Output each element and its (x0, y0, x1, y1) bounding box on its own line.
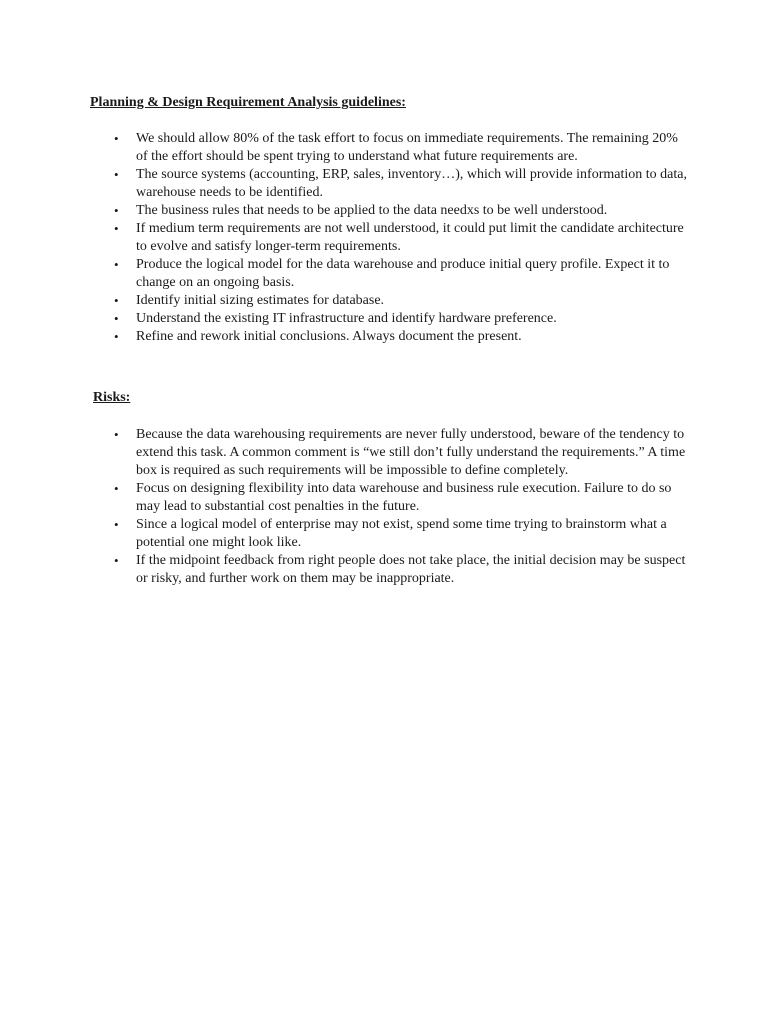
list-item (90, 552, 690, 588)
list-item (90, 220, 690, 256)
list-item (90, 256, 690, 292)
list-item (90, 166, 690, 202)
bullet-icon: • (114, 221, 119, 236)
list-item (90, 202, 690, 220)
list-item-text: Because the data warehousing requirements are never fully understood, beware of the tendency to extend this task. A common comment is “we still don’t fully understand the requirements.” A time box is required as such requirements will be impossible to define completely. (136, 427, 686, 478)
list-item (90, 310, 690, 328)
risks-list (90, 426, 690, 588)
list-item-text: The business rules that needs to be applied to the data needxs to be well understood. (136, 203, 608, 218)
list-item-text: Identify initial sizing estimates for database. (136, 293, 385, 308)
bullet-icon: • (114, 257, 119, 272)
bullet-icon: • (114, 553, 119, 568)
bullet-icon: • (114, 427, 119, 442)
list-item-text: If medium term requirements are not well understood, it could put limit the candidate architecture to evolve and satisfy longer-term requirements. (136, 221, 684, 254)
list-item-text: Understand the existing IT infrastructure and identify hardware preference. (136, 311, 557, 326)
guidelines-heading: Planning & Design Requirement Analysis guidelines: (90, 95, 406, 110)
list-item-text: We should allow 80% of the task effort to focus on immediate requirements. The remaining 20% of the effort should be spent trying to understand what future requirements are. (136, 131, 678, 164)
list-item (90, 426, 690, 480)
bullet-icon: • (114, 167, 119, 182)
bullet-icon: • (114, 203, 119, 218)
bullet-icon: • (114, 481, 119, 496)
list-item (90, 328, 690, 346)
risks-heading: Risks: (93, 390, 131, 405)
list-item-text: The source systems (accounting, ERP, sales, inventory…), which will provide information to data, warehouse needs to be identified. (136, 167, 687, 200)
list-item (90, 516, 690, 552)
list-item-text: Produce the logical model for the data warehouse and produce initial query profile. Expect it to change on an ongoing basis. (136, 257, 670, 290)
bullet-icon: • (114, 131, 119, 146)
list-item-text: Focus on designing flexibility into data warehouse and business rule execution. Failure to do so may lead to substantial cost penalties in the future. (136, 481, 672, 514)
list-item (90, 130, 690, 166)
bullet-icon: • (114, 517, 119, 532)
guidelines-list (90, 130, 690, 346)
list-item (90, 480, 690, 516)
list-item-text: Refine and rework initial conclusions. Always document the present. (136, 329, 522, 344)
bullet-icon: • (114, 329, 119, 344)
list-item (90, 292, 690, 310)
bullet-icon: • (114, 311, 119, 326)
list-item-text: Since a logical model of enterprise may not exist, spend some time trying to brainstorm what a potential one might look like. (136, 517, 667, 550)
bullet-icon: • (114, 293, 119, 308)
list-item-text: If the midpoint feedback from right people does not take place, the initial decision may be suspect or risky, and further work on them may be inappropriate. (136, 553, 686, 586)
